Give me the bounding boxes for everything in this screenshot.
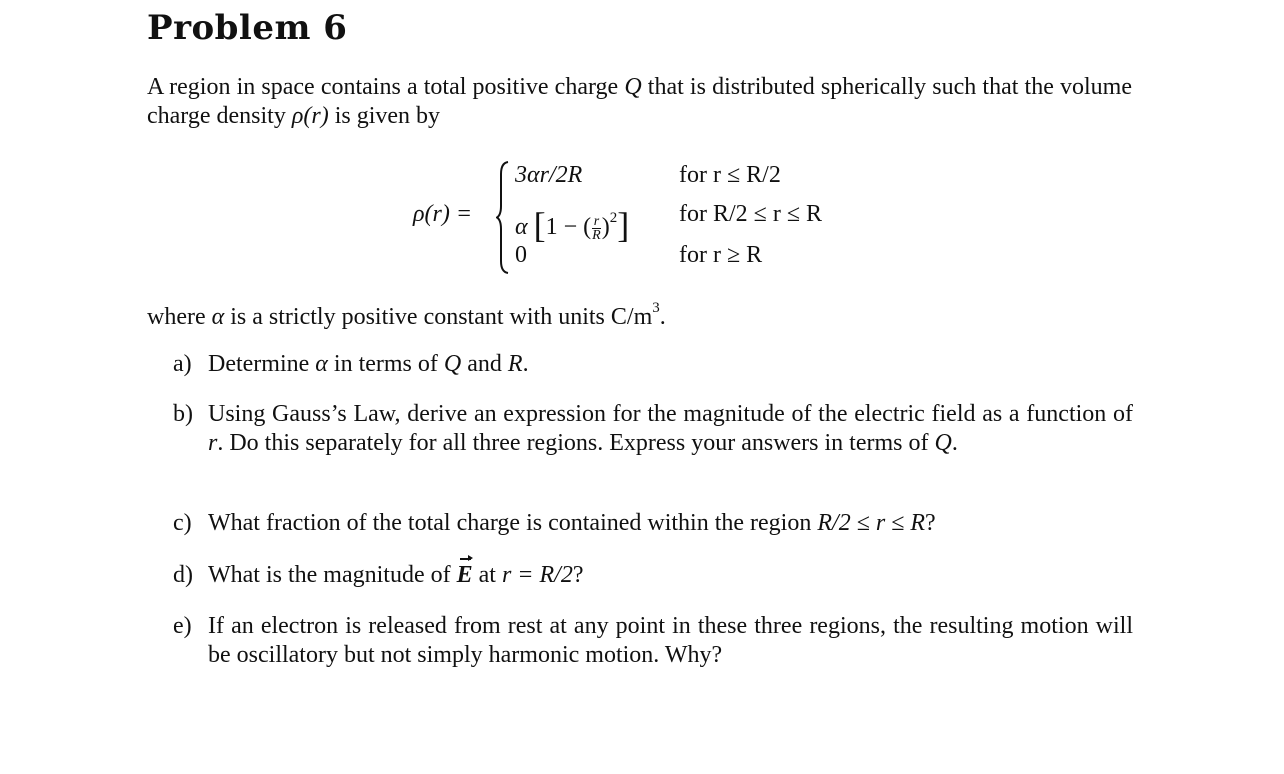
part-c-math-1: R/2 ≤ r ≤ R (817, 510, 926, 536)
part-b-text (208, 400, 1133, 458)
fraction-numerator: r (593, 213, 600, 229)
case-2-exponent: 2 (609, 210, 618, 226)
part-c-text-1: What fraction of the total charge is contained within the region (208, 510, 818, 536)
case-2-right-bracket: ] (617, 205, 630, 245)
where-text-1: where (147, 304, 212, 330)
part-a-text-1: Determine (208, 351, 316, 377)
part-a-text-4: . (522, 351, 529, 377)
part-e (173, 612, 1133, 670)
where-text-3: . (659, 304, 666, 330)
part-c (173, 509, 1133, 538)
part-c-text-2: ? (925, 510, 936, 536)
problem-title: Problem 6 (147, 8, 348, 48)
part-a-label: a) (173, 351, 192, 377)
case-3-expression: 0 (515, 242, 527, 268)
part-a-text-2: in terms of (327, 351, 444, 377)
part-a-text-3: and (461, 351, 508, 377)
intro-text-1: A region in space contains a total positive charge (147, 74, 625, 100)
part-b-math-1: r (208, 430, 218, 456)
part-b-text-2: . Do this separately for all three regions. Express your answers in terms of (217, 430, 935, 456)
where-text-2: is a strictly positive constant with units C/m (224, 304, 653, 330)
intro-text-3: is given by (328, 103, 441, 129)
part-d-text (208, 561, 1133, 590)
part-a (173, 350, 1133, 379)
case-2-left-bracket: [ (533, 205, 546, 245)
case-2-one-minus: 1 − (545, 214, 584, 240)
part-e-label: e) (173, 613, 192, 639)
part-b-text-1: Using Gauss’s Law, derive an expression for the magnitude of the electric field as a function of (208, 401, 1133, 427)
part-d-math-1: r = R/2 (501, 562, 573, 588)
case-2-right-paren: ) (601, 214, 610, 240)
case-2-left-paren: ( (583, 214, 592, 240)
part-b-math-2: Q (934, 430, 952, 456)
intro-text-2: that is distributed spherically such that the volume charge density (147, 74, 1133, 129)
where-exponent: 3 (652, 300, 660, 316)
part-b-text-3: . (951, 430, 958, 456)
case-3-condition: for r ≥ R (679, 242, 763, 268)
case-1-expression: 3αr/2R (515, 162, 583, 188)
part-a-math-2: Q (443, 351, 462, 377)
charge-symbol: Q (624, 74, 642, 100)
part-d (173, 561, 1133, 590)
case-2-expression (515, 201, 629, 243)
equation-lhs: ρ(r) = (413, 201, 473, 227)
case-2-alpha: α (515, 214, 528, 240)
part-e-text: If an electron is released from rest at any point in these three regions, the resulting motion will be oscillatory but not simply harmonic motion. Why? (208, 613, 1133, 668)
case-2-condition: for R/2 ≤ r ≤ R (679, 201, 823, 227)
part-d-text-2: at (472, 562, 502, 588)
part-d-label: d) (173, 562, 193, 588)
part-b (173, 400, 1133, 458)
case-2-fraction (592, 215, 601, 242)
intro-paragraph (147, 73, 1132, 131)
left-brace (496, 160, 510, 275)
part-c-label: c) (173, 510, 192, 536)
alpha-definition (147, 300, 666, 331)
part-a-text (208, 350, 1133, 379)
case-1-condition: for r ≤ R/2 (679, 162, 781, 188)
part-c-text (208, 509, 1133, 538)
part-d-text-3: ? (572, 562, 584, 588)
fraction-denominator: R (592, 227, 601, 243)
part-a-math-1: α (315, 351, 328, 377)
part-b-label: b) (173, 401, 193, 427)
where-alpha: α (211, 304, 225, 330)
density-equation (413, 160, 873, 275)
density-symbol: ρ(r) (291, 103, 329, 129)
part-a-math-3: R (507, 351, 523, 377)
part-d-text-1: What is the magnitude of (208, 562, 457, 588)
electric-field-vector: E (456, 562, 473, 588)
